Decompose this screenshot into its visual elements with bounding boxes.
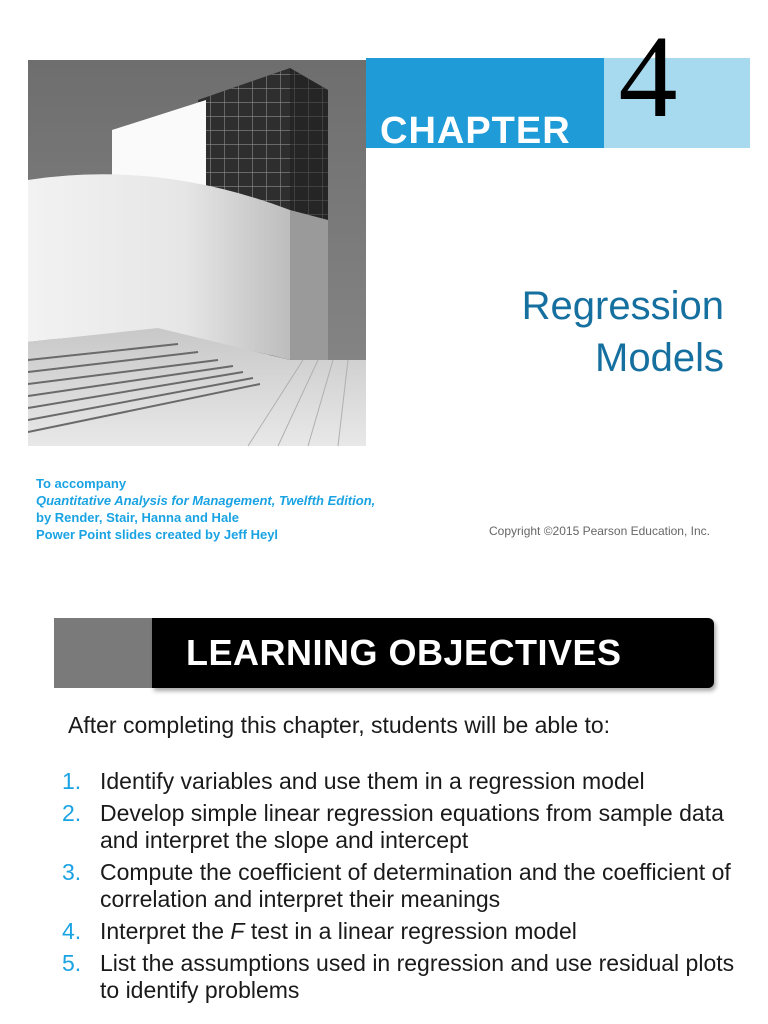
objective-text-italic: F <box>230 918 245 944</box>
objective-text <box>100 918 752 945</box>
objective-item <box>62 859 752 913</box>
objectives-intro: After completing this chapter, students will be able to: <box>68 712 611 738</box>
chapter-label: CHAPTER <box>380 110 571 152</box>
chapter-number: 4 <box>618 11 678 142</box>
building-photo <box>28 60 366 446</box>
objectives-banner <box>152 618 714 688</box>
credits-authors: by Render, Stair, Hanna and Hale <box>36 510 240 525</box>
objective-number: 5. <box>62 950 82 976</box>
objective-text: Identify variables and use them in a regression model <box>100 768 645 794</box>
banner-accent <box>54 618 154 688</box>
objective-item <box>62 918 752 945</box>
objective-text-end: test in a linear regression model <box>244 918 577 944</box>
objectives-list <box>62 768 752 1009</box>
title-line-1: Regression <box>521 284 724 328</box>
objective-number: 2. <box>62 800 82 826</box>
objective-number: 4. <box>62 918 82 944</box>
credits <box>36 475 375 543</box>
credits-line-1: To accompany <box>36 476 127 491</box>
objective-item <box>62 768 752 795</box>
banner-title: LEARNING OBJECTIVES <box>186 632 622 673</box>
title-line-2: Models <box>595 336 724 380</box>
objective-number: 1. <box>62 768 82 794</box>
objectives-slide <box>0 600 768 1024</box>
book-title: Quantitative Analysis for Management, Twelfth Edition, <box>36 493 376 508</box>
objective-text: Develop simple linear regression equations from sample data and interpret the slope and intercept <box>100 800 724 853</box>
objective-text: List the assumptions used in regression and use residual plots to identify problems <box>100 950 735 1003</box>
objective-text-start: Interpret the <box>100 918 231 944</box>
chapter-band <box>366 58 604 152</box>
objective-text: Compute the coefficient of determination and the coefficient of correlation and interpret their meanings <box>100 859 731 912</box>
credits-slides-author: Power Point slides created by Jeff Heyl <box>36 527 279 542</box>
copyright-notice: Copyright ©2015 Pearson Education, Inc. <box>489 524 710 538</box>
objective-item <box>62 950 752 1004</box>
chapter-title <box>384 280 724 384</box>
objective-number: 3. <box>62 859 82 885</box>
objective-item <box>62 800 752 854</box>
